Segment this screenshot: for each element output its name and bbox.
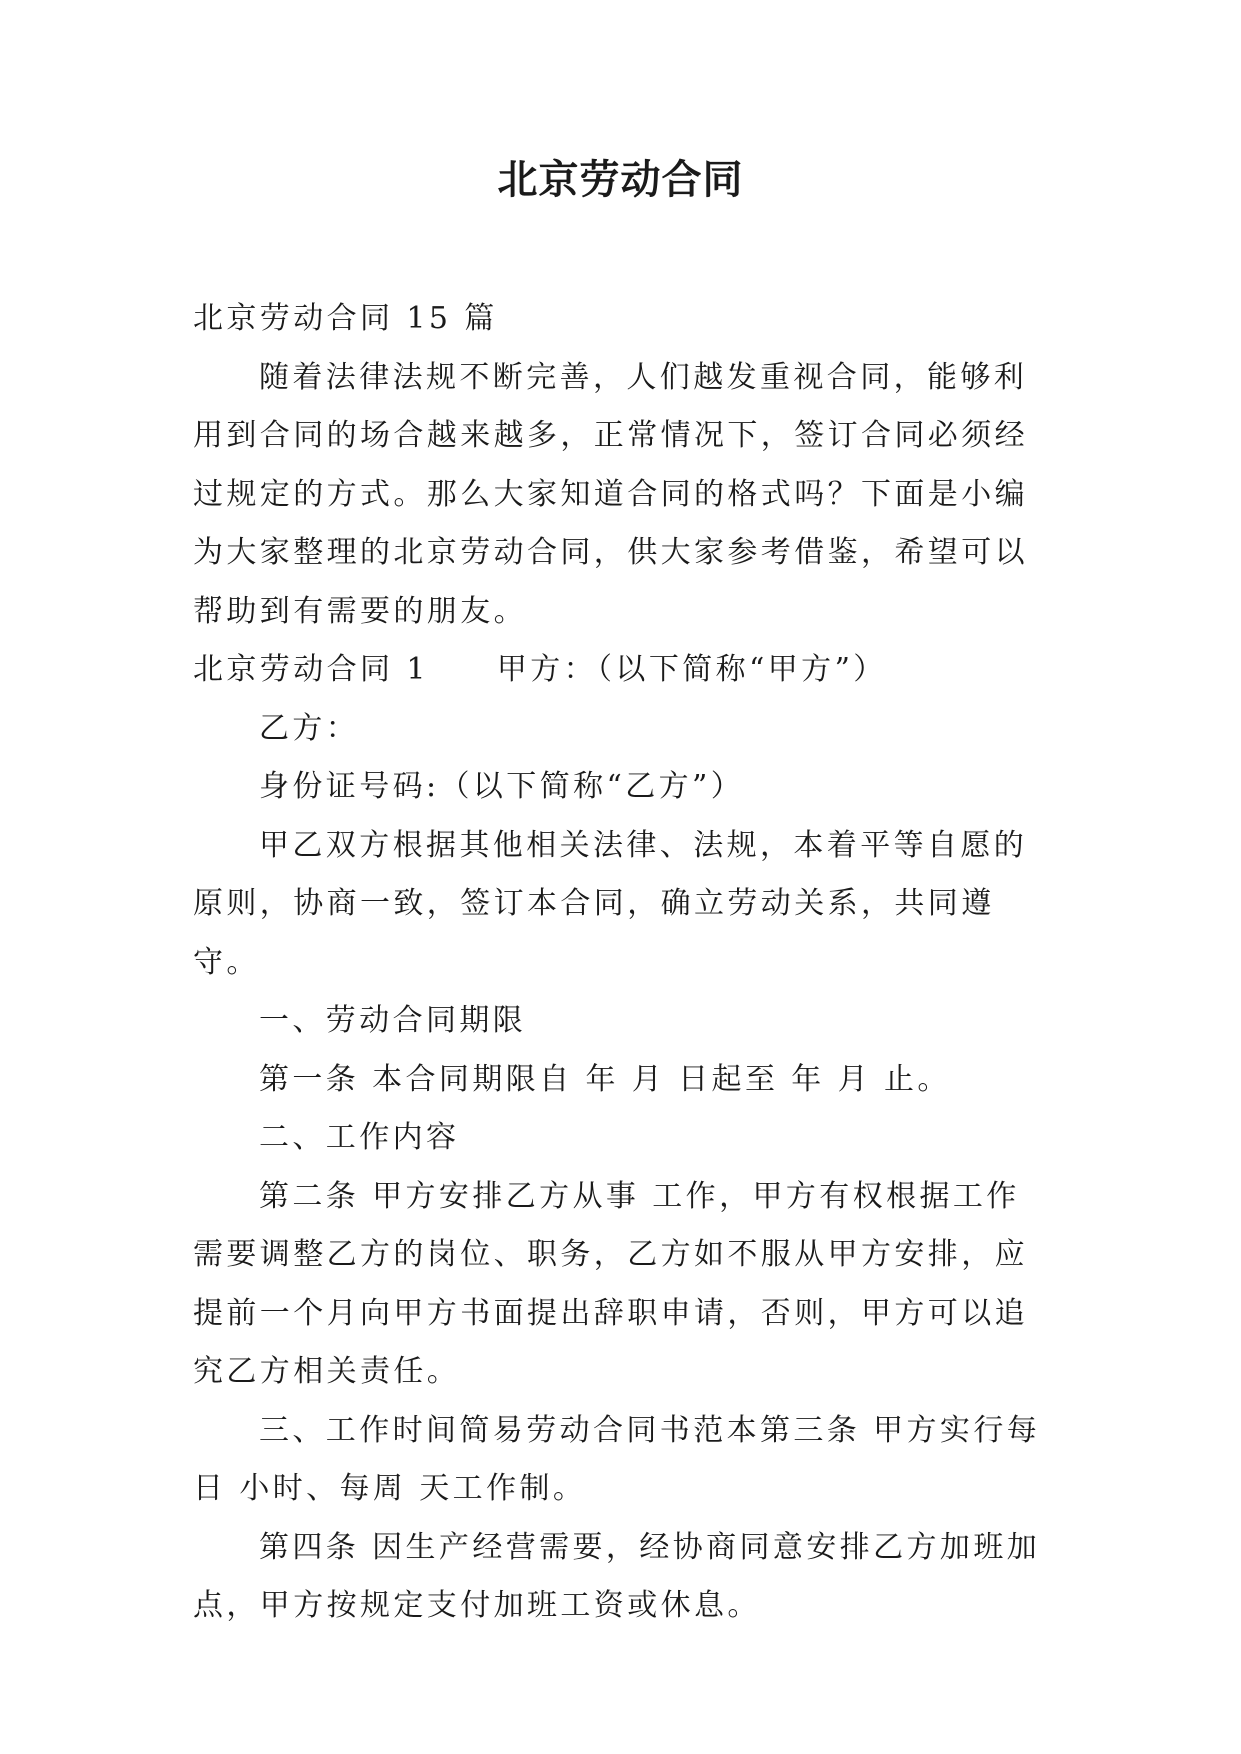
id-number-line: 身份证号码:（以下简称“乙方”） — [259, 769, 745, 804]
document-body — [193, 290, 1053, 1636]
party-a-line: 甲方：（以下简称“甲方”） — [496, 652, 887, 687]
article-4: 第四条 因生产经营需要，经协商同意安排乙方加班加点，甲方按规定支付加班工资或休息。 — [193, 1529, 1041, 1623]
article-1: 第一条 本合同期限自 年 月 日起至 年 月 止。 — [259, 1061, 951, 1097]
paragraph-intro: 随着法律法规不断完善，人们越发重视合同，能够利用到合同的场合越来越多，正常情况下，签订合同必须经过规定的方式。那么大家知道合同的格式吗？下面是小编为大家整理的北京劳动合同，供大家参考借鉴，希望可以帮助到有需要的朋友。 — [193, 359, 1028, 629]
section-heading-work: 二、工作内容 — [259, 1120, 460, 1155]
paragraph-contract-1-heading — [193, 641, 1053, 700]
article-3: 三、工作时间简易劳动合同书范本第三条 甲方实行每日 小时、每周 天工作制。 — [193, 1412, 1041, 1506]
contract-1-label: 北京劳动合同 1 — [193, 652, 429, 687]
section-heading-term: 一、劳动合同期限 — [259, 1003, 527, 1038]
party-b-line: 乙方： — [259, 710, 360, 746]
document-title: 北京劳动合同 — [497, 157, 744, 203]
paragraph-preamble: 甲乙双方根据其他相关法律、法规，本着平等自愿的原则，协商一致，签订本合同，确立劳动关系，共同遵守。 — [193, 827, 1028, 980]
article-2: 第二条 甲方安排乙方从事 工作，甲方有权根据工作需要调整乙方的岗位、职务，乙方如不服从甲方安排，应提前一个月向甲方书面提出辞职申请，否则，甲方可以追究乙方相关责任。 — [193, 1178, 1028, 1389]
paragraph-subtitle: 北京劳动合同 15 篇 — [193, 301, 498, 336]
